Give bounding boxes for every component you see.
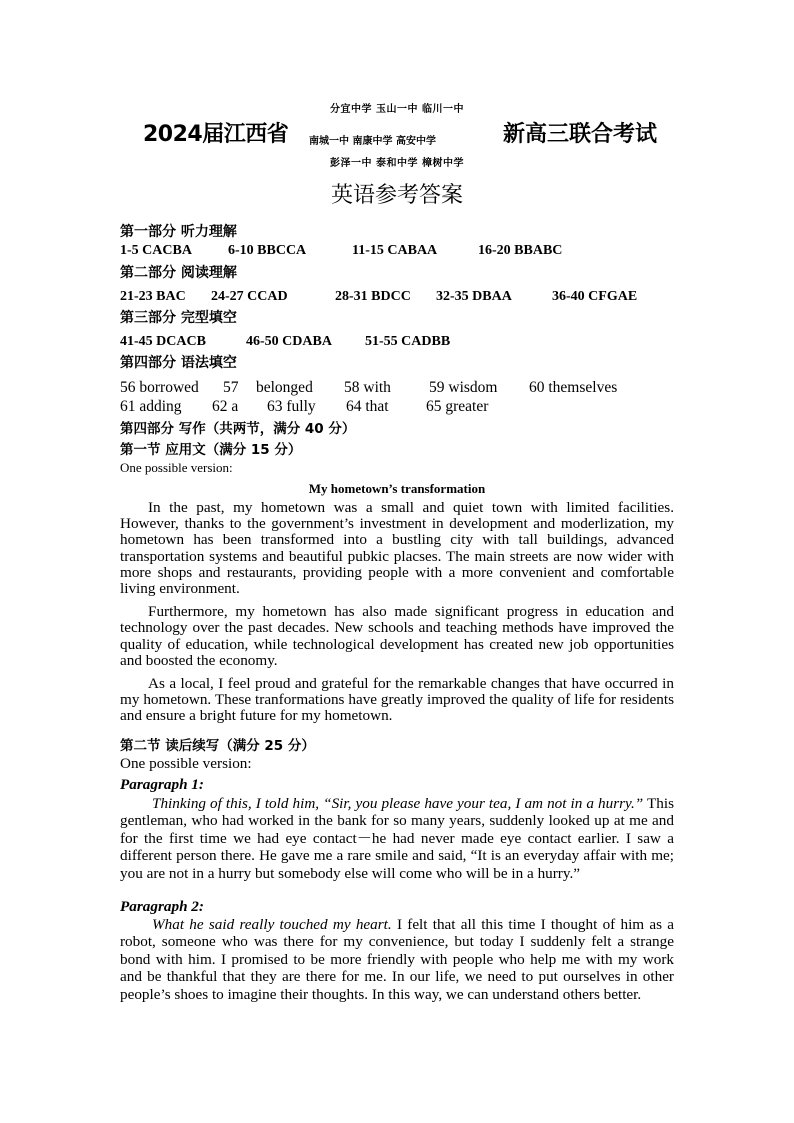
grammar-answer: 64 that bbox=[346, 398, 389, 415]
paragraph2-label: Paragraph 2: bbox=[120, 898, 204, 915]
schools-top: 分宜中学 玉山一中 临川一中 bbox=[330, 104, 464, 115]
answer-group: 1-5 CACBA bbox=[120, 243, 192, 258]
grammar-answer: 62 a bbox=[212, 398, 239, 415]
grammar-row-2 bbox=[120, 398, 680, 416]
grammar-answer: 63 fully bbox=[267, 398, 316, 415]
part4-heading: 第四部分 语法填空 bbox=[120, 355, 237, 371]
answer-group: 51-55 CADBB bbox=[365, 334, 451, 349]
answer-group: 32-35 DBAA bbox=[436, 289, 512, 304]
essay-paragraph: As a local, I feel proud and grateful for the remarkable changes that have occurred in my hometown. These tranformations have greatly improved the quality of life for residents and ensure a bright future for my hometown. bbox=[120, 675, 674, 725]
exam-title bbox=[0, 117, 794, 151]
page-subtitle: 英语参考答案 bbox=[330, 183, 463, 208]
paragraph1-label: Paragraph 1: bbox=[120, 776, 204, 793]
writing-heading: 第四部分 写作（共两节，满分 40 分） bbox=[120, 421, 356, 437]
part2-heading: 第二部分 阅读理解 bbox=[120, 265, 237, 281]
answer-group: 11-15 CABAA bbox=[352, 243, 438, 258]
grammar-answer: belonged bbox=[256, 379, 313, 396]
grammar-answer: 61 adding bbox=[120, 398, 182, 415]
answer-group: 46-50 CDABA bbox=[246, 334, 332, 349]
part1-answers bbox=[120, 243, 680, 261]
paragraph2-body bbox=[120, 916, 674, 1003]
section2-heading: 第二节 读后续写（满分 25 分） bbox=[120, 738, 315, 754]
title-left: 2024届江西省 bbox=[143, 122, 289, 147]
essay-paragraph: Furthermore, my hometown has also made significant progress in education and technology over the past decades. New schools and teaching methods have improved the quality of education, while technological development has created new job opportunities and boosted the economy. bbox=[120, 603, 674, 669]
section1-version: One possible version: bbox=[120, 460, 233, 475]
section1-heading: 第一节 应用文（满分 15 分） bbox=[120, 442, 302, 458]
answer-group: 21-23 BAC bbox=[120, 289, 186, 304]
essay-title: My hometown’s transformation bbox=[308, 481, 486, 496]
grammar-row-1 bbox=[120, 379, 680, 397]
paragraph2-lead: What he said really touched my heart. bbox=[152, 916, 392, 933]
grammar-answer: 60 themselves bbox=[529, 379, 618, 396]
paragraph2-text: I felt that all this time I thought of him as a robot, someone who was there for my convenience, but today I suddenly felt a strange bond with him. I promised to be more friendly with people who help me with my work and be thankful that they are there for me. In our life, we need to put ourselves in other people’s shoes to imagine their thoughts. In this way, we can understand others better. bbox=[120, 916, 674, 1003]
part3-heading: 第三部分 完型填空 bbox=[120, 310, 237, 326]
answer-group: 28-31 BDCC bbox=[335, 289, 411, 304]
grammar-answer: 57 bbox=[223, 379, 239, 396]
section2-version: One possible version: bbox=[120, 755, 252, 772]
answer-group: 36-40 CFGAE bbox=[552, 289, 638, 304]
grammar-answer: 65 greater bbox=[426, 398, 489, 415]
grammar-answer: 56 borrowed bbox=[120, 379, 199, 396]
paragraph1-body bbox=[120, 795, 674, 882]
grammar-answer: 58 with bbox=[344, 379, 391, 396]
essay-body bbox=[120, 500, 674, 725]
answer-group: 41-45 DCACB bbox=[120, 334, 206, 349]
part3-answers bbox=[120, 334, 680, 352]
answer-group: 16-20 BBABC bbox=[478, 243, 563, 258]
grammar-answer: 59 wisdom bbox=[429, 379, 498, 396]
paragraph1-text: This gentleman, who had worked in the bank for so many years, suddenly looked up at me and for the first time we had eye contact－he had never made eye contact earlier. I saw a different person there. He gave me a rare smile and said, “It is an everyday affair with me; you are not in a hurry but somebody else will come who will be in a hurry.” bbox=[120, 795, 674, 882]
answer-group: 6-10 BBCCA bbox=[228, 243, 307, 258]
paragraph1-lead: Thinking of this, I told him, “Sir, you please have your tea, I am not in a hurry.” bbox=[152, 795, 644, 812]
title-right: 新高三联合考试 bbox=[503, 122, 658, 147]
schools-bottom: 彭泽一中 泰和中学 樟树中学 bbox=[330, 158, 464, 169]
essay-paragraph: In the past, my hometown was a small and quiet town with limited facilities. However, thanks to the government’s investment in development and moderlization, my hometown has been transformed into a bustling city with tall buildings, advanced transportation systems and beautiful pubkic placses. The main streets are now wider with more shops and restaurants, providing people with a more convenient and comfortable living environment. bbox=[120, 499, 674, 598]
part1-heading: 第一部分 听力理解 bbox=[120, 224, 237, 240]
schools-mid: 南城一中 南康中学 高安中学 bbox=[309, 136, 436, 147]
answer-group: 24-27 CCAD bbox=[211, 289, 288, 304]
part2-answers bbox=[120, 289, 680, 307]
